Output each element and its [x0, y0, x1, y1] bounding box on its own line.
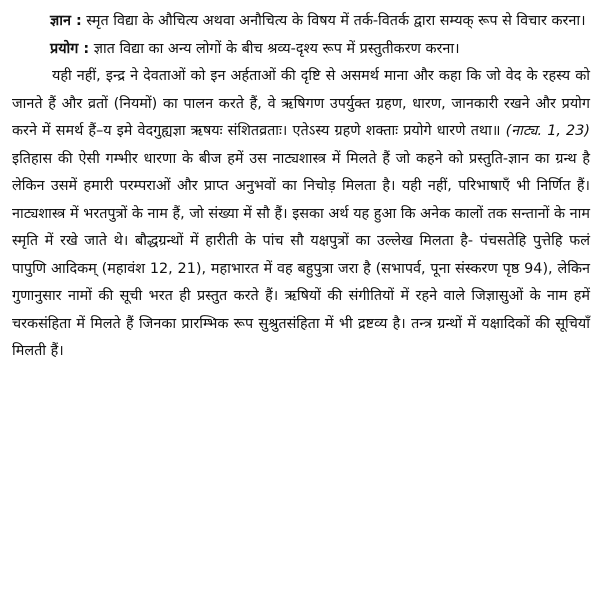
term-prayog: प्रयोग :: [50, 40, 90, 57]
body-text-before-citation: यही नहीं, इन्द्र ने देवताओं को इन अर्हताओं की दृष्टि से असमर्थ माना और कहा कि जो वेद के रहस्य को जानते हैं और व्रतों (नियमों) का पालन करते हैं, वे ऋषिगण उपर्युक्त ग्रहण, धारण, जानकारी रखने और प्रयोग करने में समर्थ हैं–य इमे वेदगुह्यज्ञा ऋषयः संशितव्रताः। एतेऽस्य ग्रहणे शक्ताः प्रयोगे धारणे तथा॥: [12, 68, 590, 139]
body-text-after-citation: इतिहास की ऐसी गम्भीर धारणा के बीज हमें उस नाट्यशास्त्र में मिलते हैं जो कहने को प्रस्तुति-ज्ञान का ग्रन्थ है लेकिन उसमें हमारी परम्पराओं और प्राप्त अनुभवों का निचोड़ मिलता है। यही नहीं, परिभाषाएँ भी निर्णित हैं। नाट्यशास्त्र में भरतपुत्रों के नाम हैं, जो संख्या में सौ हैं। इसका अर्थ यह हुआ कि अनेक कालों तक सन्तानों के नाम स्मृति में रखे जाते थे। बौद्धग्रन्थों में हारीती के पांच सौ यक्षपुत्रों का उल्लेख मिलता है- पंचसतेहि पुत्तेहि फलं पापुणि आदिकम् (महावंश 12, 21), महाभारत में वह बहुपुत्रा जरा है (सभापर्व, पूना संस्करण पृष्ठ 94), लेकिन गुणानुसार नामों की सूची भरत ही प्रस्तुत करते हैं। ऋषियों की संगीतियों में रहने वाले जिज्ञासुओं के नाम हमें चरकसंहिता में मिलते हैं जिनका प्रारम्भिक रूप सुश्रुतसंहिता में भी द्रष्टव्य है। तन्त्र ग्रन्थों में यक्षादिकों की सूचियाँ मिलती हैं।: [12, 150, 590, 359]
definition-gyan: स्मृत विद्या के औचित्य अथवा अनौचित्य के विषय में तर्क-वितर्क द्वारा सम्यक् रूप से विचार करना।: [81, 13, 586, 29]
natya-citation: (नाट्य. 1, 23): [505, 123, 590, 139]
paragraph-prayog: [12, 36, 590, 64]
term-gyan: ज्ञान :: [50, 13, 82, 29]
paragraph-body: [12, 63, 590, 366]
definition-prayog: ज्ञात विद्या का अन्य लोगों के बीच श्रव्य-दृश्य रूप में प्रस्तुतीकरण करना।: [89, 40, 460, 57]
paragraph-gyan: [12, 8, 590, 36]
